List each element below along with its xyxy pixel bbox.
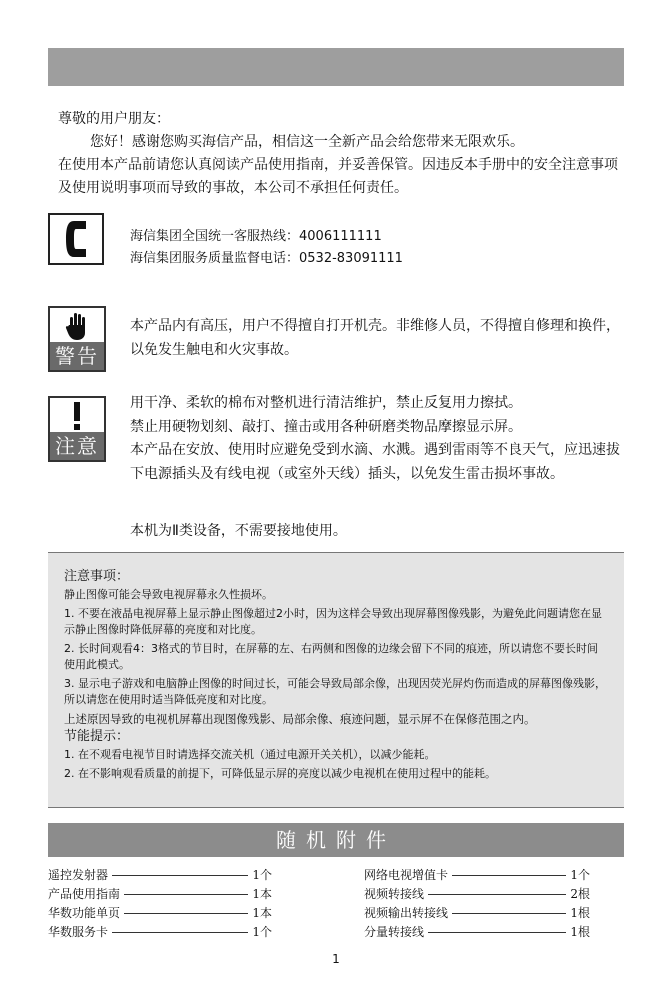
caution-label: 注意 xyxy=(50,432,104,460)
warning-label: 警告 xyxy=(50,342,104,370)
item-qty: 1个 xyxy=(252,925,272,939)
energy-tip-2: 2. 在不影响观看质量的前提下，可降低显示屏的亮度以减少电视机在使用过程中的能耗。 xyxy=(64,766,496,780)
notice-item-2: 2. 长时间观看4：3格式的节目时，在屏幕的左、右两侧和图像的边缘会留下不同的痕迹，所以请您不要长时间使用此模式。 xyxy=(64,641,598,671)
energy-title: 节能提示： xyxy=(64,729,130,744)
phone-icon-box xyxy=(48,213,104,265)
notice-item-3: 3. 显示电子游戏和电脑静止图像的时间过长，可能会导致局部余像，出现因荧光屏灼伤而造成的屏幕图像残影，所以请您在使用时适当降低亮度和对比度。 xyxy=(64,676,606,706)
intro-line-2: 在使用本产品前请您认真阅读产品使用指南，并妥善保管。因违反本手册中的安全注意事项及使用说明事项而导致的事故，本公司不承担任何责任。 xyxy=(58,157,618,196)
item-name: 视频输出转接线 xyxy=(364,906,449,920)
intro-line-1: 您好！感谢您购买海信产品，相信这一全新产品会给您带来无限欢乐。 xyxy=(90,134,524,150)
exclamation-icon xyxy=(70,401,84,431)
leader-line xyxy=(452,875,566,876)
caution-box xyxy=(48,396,106,462)
leader-line xyxy=(112,875,248,876)
notice-item-1: 1. 不要在液晶电视屏幕上显示静止图像超过2小时，因为这样会导致出现屏幕图像残影，为避免此问题请您在显示静止图像时降低屏幕的亮度和对比度。 xyxy=(64,606,602,636)
item-name: 网络电视增值卡 xyxy=(364,868,449,882)
warning-box xyxy=(48,306,106,372)
caution-text xyxy=(130,392,630,486)
list-item xyxy=(364,884,590,903)
supervision-hotline: 海信集团服务质量监督电话：0532-83091111 xyxy=(130,251,403,266)
leader-line xyxy=(124,913,248,914)
accessories-left-list xyxy=(48,865,272,941)
item-name: 华数服务卡 xyxy=(48,925,109,939)
list-item xyxy=(364,922,590,941)
item-name: 产品使用指南 xyxy=(48,887,121,901)
item-qty: 1本 xyxy=(252,906,272,920)
hand-icon xyxy=(65,311,89,341)
list-item xyxy=(48,884,272,903)
page-number: 1 xyxy=(332,952,340,966)
accessories-title: 随机附件 xyxy=(48,823,624,857)
item-qty: 1个 xyxy=(570,868,590,882)
caution-paragraph-3: 本产品在安放、使用时应避免受到水滴、水溅。遇到雷雨等不良天气，应迅速拔下电源插头及有线电视（或室外天线）插头，以免发生雷击损坏事故。 xyxy=(130,442,620,482)
leader-line xyxy=(428,932,566,933)
energy-tip-1: 1. 在不观看电视节目时请选择交流关机（通过电源开关关机），以减少能耗。 xyxy=(64,748,436,761)
item-qty: 1根 xyxy=(570,906,590,920)
warning-text xyxy=(130,314,630,362)
item-qty: 1根 xyxy=(570,925,590,939)
leader-line xyxy=(428,894,566,895)
class-note: 本机为Ⅱ类设备，不需要接地使用。 xyxy=(130,523,347,539)
item-qty: 1本 xyxy=(252,887,272,901)
leader-line xyxy=(124,894,248,895)
notice-title: 注意事项： xyxy=(64,569,130,584)
service-hotline: 海信集团全国统一客服热线：4006111111 xyxy=(130,229,382,244)
header-bar xyxy=(48,48,624,86)
leader-line xyxy=(112,932,248,933)
accessories-right-list xyxy=(364,865,590,941)
notice-box xyxy=(48,552,624,808)
list-item xyxy=(48,903,272,922)
caution-paragraph-1: 用干净、柔软的棉布对整机进行清洁维护，禁止反复用力擦拭。 xyxy=(130,395,522,411)
list-item xyxy=(48,865,272,884)
intro-section xyxy=(58,108,628,200)
greeting: 尊敬的用户朋友： xyxy=(58,111,170,127)
leader-line xyxy=(452,913,566,914)
item-name: 遥控发射器 xyxy=(48,868,109,882)
hotline-section xyxy=(130,226,403,270)
list-item xyxy=(364,903,590,922)
list-item xyxy=(364,865,590,884)
notice-summary: 上述原因导致的电视机屏幕出现图像残影、局部余像、痕迹问题，显示屏不在保修范围之内。 xyxy=(64,711,536,726)
item-qty: 1个 xyxy=(252,868,272,882)
item-qty: 2根 xyxy=(570,887,590,901)
item-name: 分量转接线 xyxy=(364,925,425,939)
notice-intro: 静止图像可能会导致电视屏幕永久性损坏。 xyxy=(64,588,273,601)
warning-paragraph: 本产品内有高压，用户不得擅自打开机壳。非维修人员，不得擅自修理和换件，以免发生触电和火灾事故。 xyxy=(130,318,620,358)
item-name: 视频转接线 xyxy=(364,887,425,901)
item-name: 华数功能单页 xyxy=(48,906,121,920)
caution-paragraph-2: 禁止用硬物划刻、敲打、撞击或用各种研磨类物品摩擦显示屏。 xyxy=(130,418,522,435)
phone-icon xyxy=(62,219,90,259)
list-item xyxy=(48,922,272,941)
